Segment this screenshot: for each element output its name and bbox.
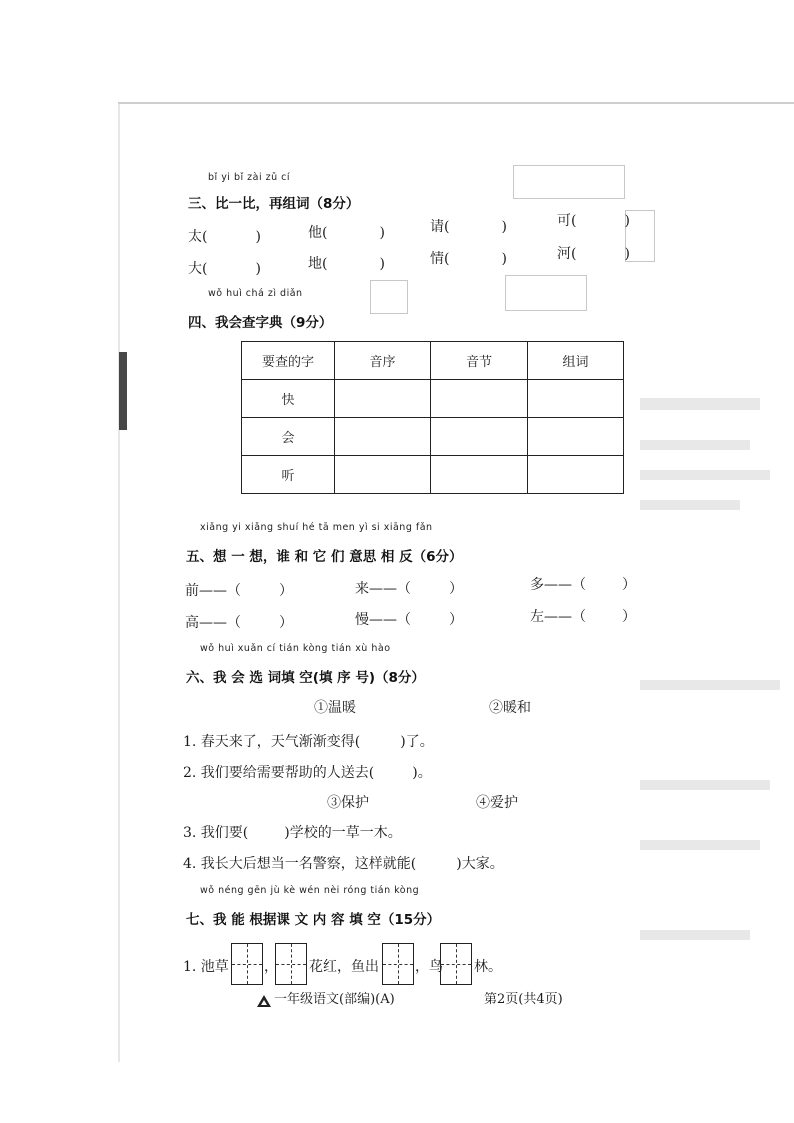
word-qing2: 情( ) <box>430 251 507 267</box>
header-zuci: 组词 <box>528 342 624 380</box>
yinxu-cell[interactable] <box>335 380 431 418</box>
question-3: 3. 我们要( )学校的一草一木。 <box>183 825 402 841</box>
bleed-text-6 <box>640 780 770 790</box>
antonym-man: 慢——（ ） <box>355 612 463 628</box>
option-nuanhuo: ②暖和 <box>489 700 531 716</box>
section7-title: 七、我 能 根据课 文 内 容 填 空（15分） <box>186 912 441 928</box>
option-wennuan: ①温暖 <box>314 700 356 716</box>
zuci-cell[interactable] <box>528 456 624 494</box>
antonym-qian: 前——（ ） <box>185 583 293 599</box>
bleed-text-5 <box>640 680 780 690</box>
word-he: 河( ) <box>557 246 630 262</box>
footer-grade-label: 一年级语文(部编)(A) <box>274 992 395 1007</box>
scan-top-edge <box>118 102 794 104</box>
bleed-text-2 <box>640 440 750 450</box>
section5-title: 五、想 一 想，谁 和 它 们 意思 相 反（6分） <box>186 549 463 565</box>
fill-huahong: 花红，鱼出 <box>309 959 379 975</box>
table-row <box>242 418 624 456</box>
zuci-cell[interactable] <box>528 418 624 456</box>
bleed-text-3 <box>640 470 770 480</box>
fill-chicao: 1. 池草 <box>183 959 229 975</box>
dictionary-table <box>241 341 624 494</box>
section3-title: 三、比一比，再组词（8分） <box>188 196 360 212</box>
row-char: 听 <box>242 456 335 494</box>
antonym-duo: 多——（ ） <box>530 577 636 593</box>
antonym-zuo: 左——（ ） <box>530 609 636 625</box>
section7-pinyin: wǒ néng gēn jù kè wén nèi róng tián kòng <box>200 885 420 896</box>
antonym-gao: 高——（ ） <box>185 615 293 631</box>
header-yinxu: 音序 <box>335 342 431 380</box>
bleed-text-1 <box>640 398 760 410</box>
question-2: 2. 我们要给需要帮助的人送去( )。 <box>183 765 432 781</box>
word-ke: 可( ) <box>557 213 630 229</box>
section6-pinyin: wǒ huì xuǎn cí tián kòng tián xù hào <box>200 643 391 654</box>
section3-pinyin: bǐ yi bǐ zài zǔ cí <box>208 172 291 183</box>
row-char: 快 <box>242 380 335 418</box>
word-qing: 请( ) <box>430 219 507 235</box>
bleed-box-2 <box>370 280 408 314</box>
bleed-text-4 <box>640 500 740 510</box>
word-di: 地( ) <box>308 256 385 272</box>
fill-niao: ，鸟 <box>415 959 443 975</box>
word-ta: 他( ) <box>308 225 385 241</box>
question-4: 4. 我长大后想当一名警察，这样就能( )大家。 <box>183 856 504 872</box>
yinjie-cell[interactable] <box>431 456 528 494</box>
section6-title: 六、我 会 选 词填 空(填 序 号)（8分） <box>186 670 425 686</box>
bleed-box-3 <box>505 275 587 311</box>
table-header-row <box>242 342 624 380</box>
fill-lin: 林。 <box>474 959 502 975</box>
option-baohu: ③保护 <box>327 795 369 811</box>
table-row <box>242 380 624 418</box>
tian-grid-box[interactable] <box>440 943 472 985</box>
tian-grid-box[interactable] <box>382 943 414 985</box>
bleed-text-8 <box>640 930 750 940</box>
zuci-cell[interactable] <box>528 380 624 418</box>
row-char: 会 <box>242 418 335 456</box>
section4-pinyin: wǒ huì chá zì diǎn <box>208 288 303 299</box>
section4-title: 四、我会查字典（9分） <box>188 315 333 331</box>
yinjie-cell[interactable] <box>431 380 528 418</box>
option-aihu: ④爱护 <box>476 795 518 811</box>
word-tai: 太( ) <box>188 229 261 245</box>
yinxu-cell[interactable] <box>335 456 431 494</box>
scan-left-edge <box>118 102 120 1062</box>
yinxu-cell[interactable] <box>335 418 431 456</box>
header-char: 要查的字 <box>242 342 335 380</box>
bleed-text-7 <box>640 840 760 850</box>
footer-page-number: 第2页(共4页) <box>484 992 563 1007</box>
antonym-lai: 来——（ ） <box>355 581 463 597</box>
bleed-box-1 <box>513 165 625 199</box>
fill-comma: ， <box>264 959 278 975</box>
word-da: 大( ) <box>188 261 261 277</box>
yinjie-cell[interactable] <box>431 418 528 456</box>
left-margin-mark <box>119 352 127 430</box>
section5-pinyin: xiǎng yi xiǎng shuí hé tā men yì si xiāng fǎn <box>200 522 433 533</box>
tian-grid-box[interactable] <box>275 943 307 985</box>
triangle-logo-icon <box>257 992 271 1011</box>
header-yinjie: 音节 <box>431 342 528 380</box>
question-1: 1. 春天来了，天气渐渐变得( )了。 <box>183 734 434 750</box>
table-row <box>242 456 624 494</box>
tian-grid-box[interactable] <box>231 943 263 985</box>
